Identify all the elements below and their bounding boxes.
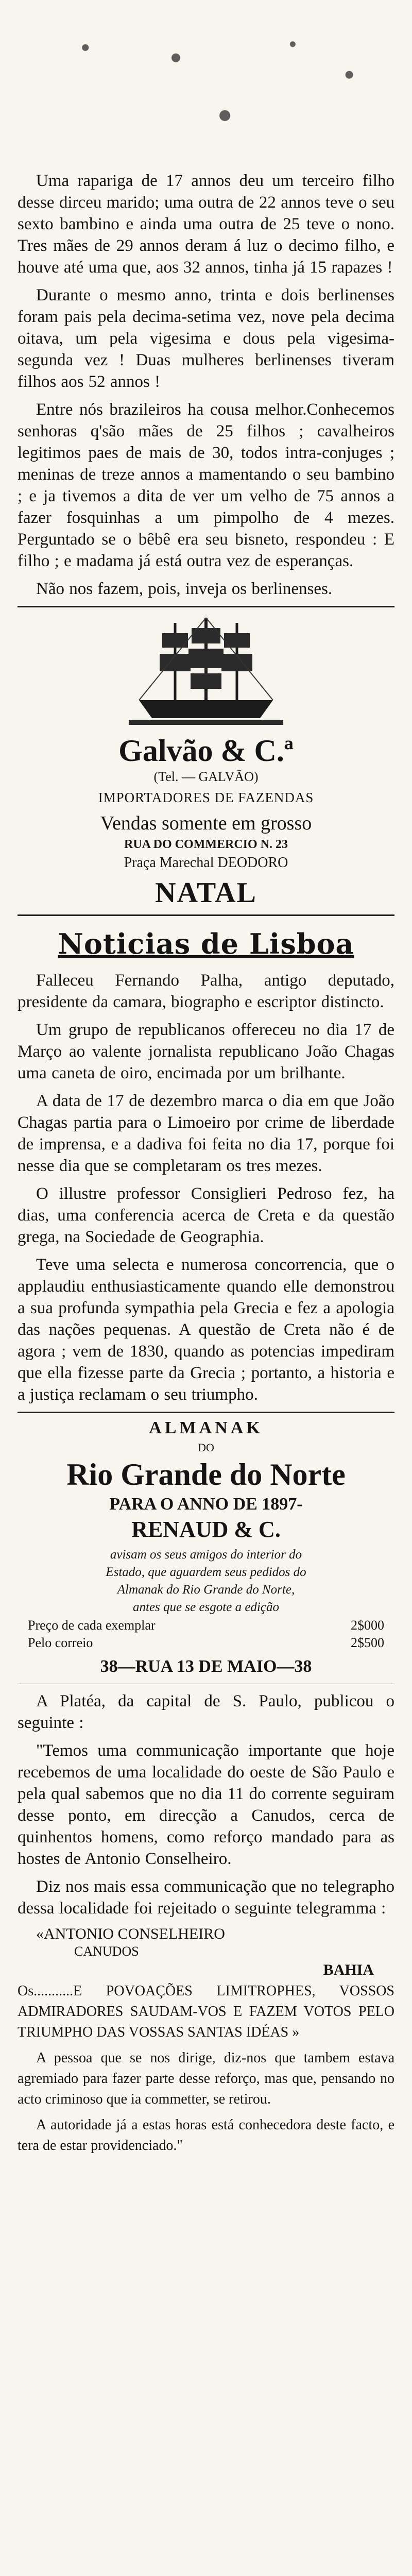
telegram-body: Os...........E POVOAÇÕES LIMITROPHES, VOSSOS ADMIRADORES SAUDAM-VOS E FAZEM VOTOS PELO TRIUMPHO DAS VOSSAS SANTAS IDÉAS » [18, 1983, 394, 2040]
ad-telephone: (Tel. — GALVÃO) [153, 769, 259, 784]
paragraph: Entre nós brazileiros ha cousa melhor.Conhecemos senhoras q'são mães de 25 filhos ; cavalheiros legitimos paes de mais de 30, todos intra-conjuges ; meninas de treze annos a mamentando o seu bambino ; e ja tivemos a dita de ver um velho de 75 annos a fazer fosquinhas a um pimpolho de 4 mezes. Perguntado se o bêbê era seu bisneto, respondeu : E filho ; e madama já está outra vez de esperanças. [18, 400, 394, 570]
divider [18, 914, 394, 916]
paragraph: Não nos fazem, pois, inveja os berlinenses. [36, 580, 333, 598]
almanak-address: 38—RUA 13 DE MAIO—38 [100, 1657, 312, 1676]
ad-city: NATAL [155, 877, 257, 909]
almanak-line: Almanak do Rio Grande do Norte, [117, 1583, 295, 1597]
price-value: 2$000 [351, 1618, 384, 1633]
almanak-line: avisam os seus amigos do interior do [110, 1548, 302, 1562]
price-value: 2$500 [351, 1635, 384, 1650]
telegram-recipient: «ANTONIO CONSELHEIRO [36, 1925, 225, 1942]
paragraph: Teve uma selecta e numerosa concorrencia, que o applaudiu enthusiasticamente quando elle demonstrou a sua profunda sympathia pela Grecia e fez a apologia das nações pequenas. A questão de Creta não é de agora ; vem de 1830, quando as potencias impediram que ella fizesse parte da Grecia ; portanto, a historia e a justiça reclamam o seu triumpho. [18, 1256, 394, 1404]
telegram-place: CANUDOS [74, 1944, 139, 1959]
paragraph: Falleceu Fernando Palha, antigo deputado, presidente da camara, biographo e escriptor distincto. [18, 971, 394, 1011]
ad-subtitle: IMPORTADORES DE FAZENDAS [98, 790, 314, 805]
article-noticias-de-lisboa [18, 927, 394, 1405]
paragraph: A autoridade já a estas horas está conhecedora deste facto, e tera de estar providenciado." [18, 2117, 394, 2154]
divider [18, 1412, 394, 1413]
article-platea [18, 1690, 394, 2156]
paragraph: A data de 17 de dezembro marca o dia em que João Chagas partia para o Limoeiro por crime de liberdade de imprensa, e a dadiva foi feita no dia 17, porque foi nesse dia que se completaram os tres mezes. [18, 1092, 394, 1175]
advertisement-almanak [18, 1418, 394, 1676]
ad-tagline: Vendas somente em grosso [100, 812, 312, 834]
divider [18, 606, 394, 607]
advertisement-galvao [18, 613, 394, 909]
paragraph: A pessoa que se nos dirige, diz-nos que tambem estava agremiado para fazer parte desse reforço, mas que, pensando no acto criminoso que ia commetter, se retirou. [18, 2050, 394, 2107]
paragraph: Um grupo de republicanos offereceu no dia 17 de Março ao valente jornalista republicano João Chagas uma caneta de oiro, encimada por um brilhante. [18, 1021, 394, 1082]
almanak-price-row [28, 1618, 384, 1633]
ad-street: RUA DO COMMERCIO N. 23 [124, 838, 288, 851]
almanak-line: Estado, que aguardem seus pedidos do [106, 1565, 306, 1579]
paragraph: "Temos uma communicação importante que hoje recebemos de uma localidade do oeste de São Paulo e pela qual sabemos que no dia 11 do corrente seguiram desse ponto, em direcção a Canudos, cerca de quinhentos homens, como reforço mandado para as hostes de Antonio Conselheiro. [18, 1741, 394, 1868]
almanak-subtitle: PARA O ANNO DE 1897- [109, 1495, 303, 1514]
almanak-header: ALMANAK [149, 1418, 263, 1437]
telegram-state: BAHIA [323, 1961, 374, 1978]
price-label: Preço de cada exemplar [28, 1618, 156, 1633]
paragraph: O illustre professor Consiglieri Pedroso fez, ha dias, uma conferencia acerca de Creta e da questão grega, na Sociedade de Geographia. [18, 1184, 394, 1246]
ship-icon [129, 613, 283, 731]
almanak-price-row [28, 1635, 384, 1651]
ad-title: Galvão & C.ª [118, 734, 294, 768]
section-title: Noticias de Lisboa [58, 927, 354, 960]
masthead-ornament [18, 0, 394, 170]
almanak-title: Rio Grande do Norte [66, 1458, 346, 1492]
almanak-publisher: RENAUD & C. [131, 1517, 281, 1542]
almanak-do: DO [198, 1441, 214, 1454]
article-berlin [18, 170, 394, 600]
almanak-line: antes que se esgote a edição [133, 1600, 279, 1614]
paragraph: Durante o mesmo anno, trinta e dois berlinenses foram pais pela decima-setima vez, nove pela decima oitava, um pela vigesima e dous pela vigesima-segunda vez ! Duas mulheres berlinenses tiveram filhos aos 52 annos ! [18, 286, 394, 391]
price-label: Pelo correio [28, 1635, 93, 1650]
paragraph: A Platéa, da capital de S. Paulo, publicou o seguinte : [18, 1692, 394, 1732]
paragraph: Diz nos mais essa communicação que no telegrapho dessa localidade foi rejeitado o seguinte telegramma : [18, 1877, 394, 1918]
ad-square: Praça Marechal DEODORO [124, 855, 288, 871]
paragraph: Uma rapariga de 17 annos deu um terceiro filho desse dirceu marido; uma outra de 22 annos teve o seu sexto bambino e ainda uma outra de 25 teve o nono. Tres mães de 29 annos deram á luz o decimo filho, e houve até uma que, aos 32 annos, tinha já 15 rapazes ! [18, 172, 394, 277]
